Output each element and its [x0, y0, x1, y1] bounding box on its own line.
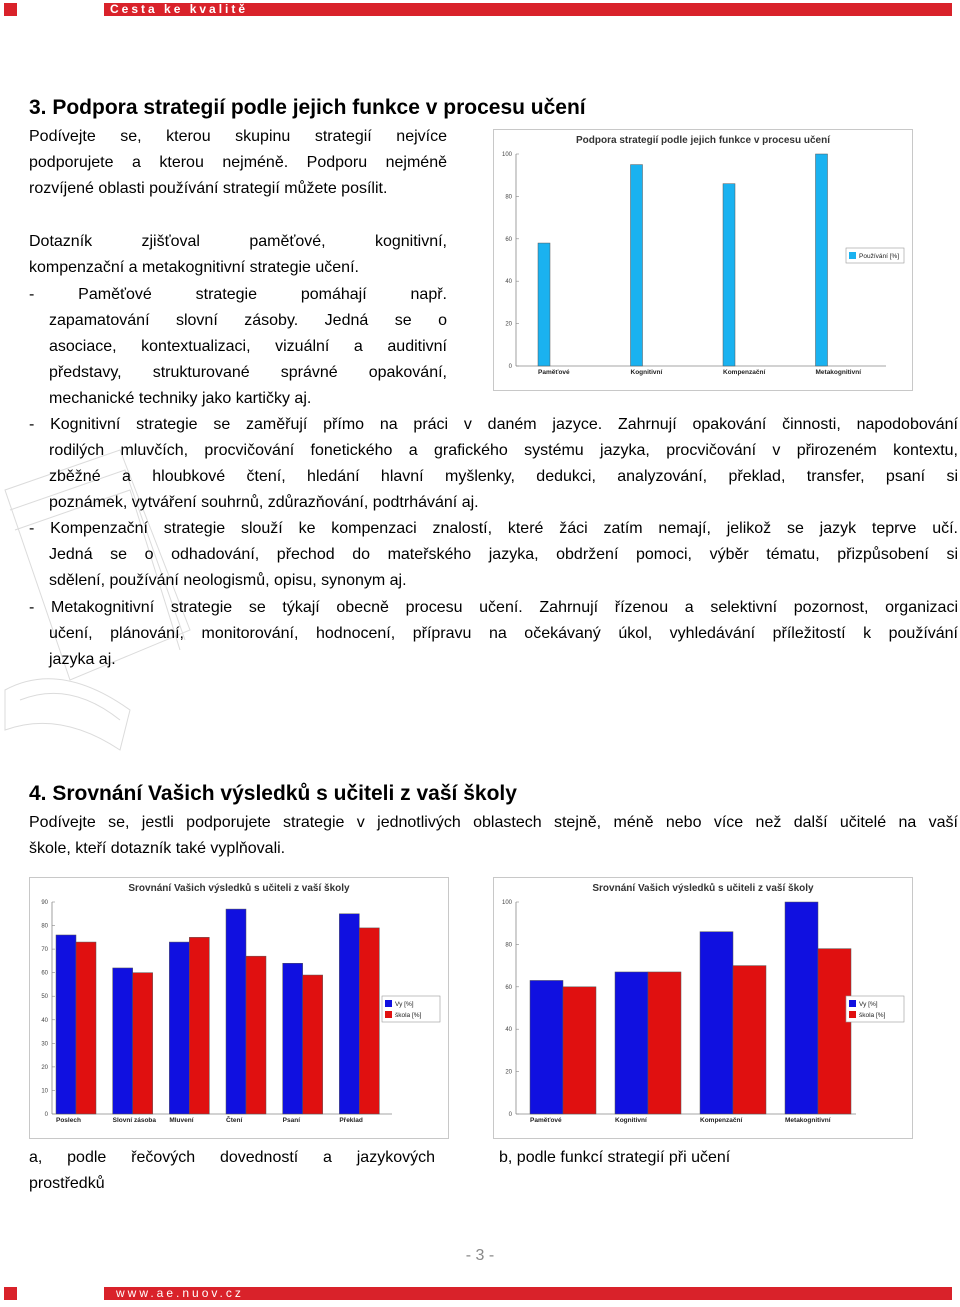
- footer-square: [4, 1287, 17, 1300]
- section4-intro-line: škole, kteří dotazník také vyplňovali.: [29, 840, 286, 857]
- bar: [631, 165, 643, 366]
- legend-swatch: [849, 1011, 856, 1018]
- bar: [303, 975, 323, 1114]
- x-tick-label: Poslech: [56, 1117, 81, 1124]
- footer-url: www.ae.nuov.cz: [116, 1286, 244, 1300]
- y-tick-label: 100: [501, 152, 512, 158]
- legend-swatch: [385, 1000, 392, 1007]
- chart-functions-comparison-svg: [494, 878, 912, 1138]
- text-line: učení, plánování, monitorování, hodnocení, přípravu na očekávaný úkol, vyhledávání příležitostí k používání: [49, 625, 958, 642]
- y-tick-label: 0: [508, 1112, 512, 1118]
- y-tick-label: 40: [41, 1017, 48, 1024]
- text-line: mechanické techniky jako kartičky aj.: [49, 390, 312, 407]
- x-tick-label: Metakognitivní: [785, 1117, 831, 1124]
- header-bar: [0, 0, 960, 20]
- legend-label: Vy [%]: [859, 1001, 878, 1008]
- x-tick-label: Paměťové: [538, 369, 570, 376]
- y-tick-label: 20: [41, 1064, 48, 1071]
- header-square: [4, 3, 17, 16]
- bar: [76, 942, 96, 1114]
- y-tick-label: 80: [505, 942, 512, 949]
- section4-title: 4. Srovnání Vašich výsledků s učiteli z vaší školy: [29, 782, 517, 805]
- text-line: zběžné a hloubkové čtení, hledání hlavní myšlenky, dedukci, analyzování, překlad, transfer, psaní si: [49, 468, 958, 485]
- bar: [283, 963, 303, 1114]
- text-line: jazyka aj.: [49, 651, 116, 668]
- bar: [530, 980, 563, 1114]
- chart-title: Podpora strategií podle jejich funkce v procesu učení: [576, 135, 830, 146]
- chart-functions-comparison: [493, 877, 913, 1139]
- y-tick-label: 60: [41, 970, 48, 977]
- y-tick-label: 60: [505, 984, 512, 991]
- bar: [169, 942, 189, 1114]
- header-brand: Cesta ke kvalitě: [110, 2, 249, 16]
- chart-skills-comparison: [29, 877, 449, 1139]
- text-line: představy, strukturované správné opakování,: [49, 364, 447, 381]
- legend-label: Vy [%]: [395, 1001, 414, 1008]
- text-line: - Kompenzační strategie slouží ke kompenzaci znalostí, které žáci zatím nemají, jelikož se jazyk teprve učí.: [29, 520, 958, 537]
- y-tick-label: 10: [41, 1088, 48, 1095]
- bar: [733, 966, 766, 1114]
- footer-bar: [0, 1287, 960, 1301]
- bar: [133, 973, 153, 1114]
- x-tick-label: Čtení: [226, 1117, 243, 1124]
- chart-title: Srovnání Vašich výsledků s učiteli z vaší školy: [592, 883, 814, 894]
- legend-label: škola [%]: [859, 1012, 886, 1019]
- bar: [615, 972, 648, 1114]
- x-tick-label: Paměťové: [530, 1117, 562, 1124]
- text-line: poznámek, vytváření souhrnů, zdůrazňování, podtrhávání aj.: [49, 494, 479, 511]
- text-line: sdělení, používání neologismů, opisu, synonym aj.: [49, 572, 407, 589]
- y-tick-label: 80: [505, 194, 512, 201]
- text-line: Podívejte se, kterou skupinu strategií nejvíce: [29, 128, 447, 145]
- caption-a-line: a, podle řečových dovedností a jazykových: [29, 1149, 435, 1166]
- y-tick-label: 100: [501, 900, 512, 906]
- text-line: - Metakognitivní strategie se týkají obecně procesu učení. Zahrnují řízenou a selektivní pozornost, organizaci: [29, 599, 958, 616]
- chart-title: Srovnání Vašich výsledků s učiteli z vaší školy: [128, 883, 350, 894]
- bar: [648, 972, 681, 1114]
- bar: [246, 956, 266, 1114]
- y-tick-label: 20: [505, 321, 512, 328]
- text-line: podporujete a kterou nejméně. Podporu nejméně: [29, 154, 447, 171]
- section4-intro-line: Podívejte se, jestli podporujete strategie v jednotlivých oblastech stejně, méně nebo více než další učitelé na vaší: [29, 814, 958, 831]
- bar: [226, 909, 246, 1114]
- y-tick-label: 0: [508, 364, 512, 370]
- legend-label: škola [%]: [395, 1012, 422, 1019]
- y-tick-label: 40: [505, 279, 512, 286]
- legend-label: Používání [%]: [859, 253, 900, 260]
- legend-swatch: [849, 1000, 856, 1007]
- bar: [818, 949, 851, 1114]
- text-line: asociace, kontextualizaci, vizuální a auditivní: [49, 338, 447, 355]
- x-tick-label: Překlad: [339, 1117, 363, 1124]
- x-tick-label: Kognitivní: [630, 369, 663, 376]
- section3-title: 3. Podpora strategií podle jejich funkce v procesu učení: [29, 96, 586, 119]
- text-line: kompenzační a metakognitivní strategie učení.: [29, 259, 359, 276]
- caption-a-line: prostředků: [29, 1175, 105, 1192]
- text-line: - Kognitivní strategie se zaměřují přímo na práci v daném jazyce. Zahrnují opakování činnosti, napodobování: [29, 416, 958, 433]
- y-tick-label: 50: [41, 994, 48, 1001]
- chart-strategy-usage: [493, 129, 913, 391]
- text-line: - Paměťové strategie pomáhají např.: [29, 286, 447, 303]
- chart-skills-comparison-svg: [30, 878, 448, 1138]
- text-line: Jedná se o odhadování, přechod do mateřského jazyka, obdržení pomoci, výběr tématu, přizpůsobení si: [49, 546, 958, 563]
- text-line: rodilých mluvčích, procvičování fonetického a grafického systému jazyka, procvičování v přirozeném kontextu,: [49, 442, 958, 459]
- legend-swatch: [849, 252, 856, 259]
- x-tick-label: Metakognitivní: [815, 369, 862, 376]
- y-tick-label: 60: [505, 236, 512, 243]
- y-tick-label: 40: [505, 1027, 512, 1034]
- text-line: zapamatování slovní zásoby. Jedná se o: [49, 312, 447, 329]
- caption-b: b, podle funkcí strategií při učení: [499, 1149, 731, 1166]
- bar: [563, 987, 596, 1114]
- y-tick-label: 20: [505, 1069, 512, 1076]
- x-tick-label: Kompenzační: [723, 369, 766, 376]
- bar: [785, 902, 818, 1114]
- x-tick-label: Kognitivní: [615, 1117, 647, 1124]
- text-line: Dotazník zjišťoval paměťové, kognitivní,: [29, 233, 447, 250]
- y-tick-label: 90: [41, 900, 48, 906]
- bar: [816, 154, 828, 366]
- x-tick-label: Slovní zásoba: [112, 1117, 157, 1124]
- bar: [723, 184, 735, 366]
- page-number: - 3 -: [465, 1247, 495, 1264]
- x-tick-label: Psaní: [282, 1117, 301, 1124]
- bar: [113, 968, 133, 1114]
- legend-swatch: [385, 1011, 392, 1018]
- text-line: rozvíjené oblasti používání strategií můžete posílit.: [29, 180, 388, 197]
- bar: [359, 928, 379, 1114]
- bar: [538, 243, 550, 366]
- x-tick-label: Kompenzační: [700, 1117, 743, 1124]
- x-tick-label: Mluvení: [169, 1117, 194, 1124]
- bar: [339, 914, 359, 1114]
- y-tick-label: 0: [44, 1112, 48, 1118]
- bar: [700, 932, 733, 1114]
- y-tick-label: 80: [41, 923, 48, 930]
- chart-strategy-usage-svg: [494, 130, 912, 390]
- y-tick-label: 30: [41, 1041, 48, 1048]
- bar: [189, 937, 209, 1114]
- y-tick-label: 70: [41, 947, 48, 954]
- bar: [56, 935, 76, 1114]
